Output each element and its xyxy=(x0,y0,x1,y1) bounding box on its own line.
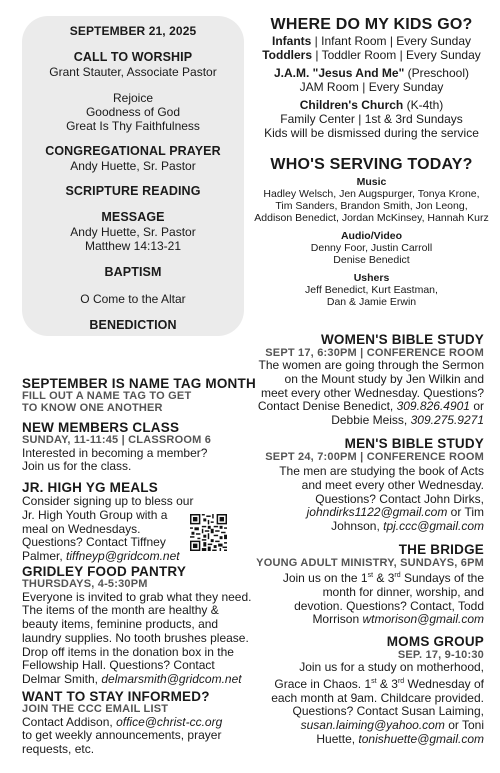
mens-line-2: and meet every other Wednesday. xyxy=(301,477,484,492)
pantry-line-5: Drop off items in the donation box in the xyxy=(22,644,234,659)
womens-line-1: The women are going through the Sermon xyxy=(258,358,484,372)
womens-contact-1: Contact Denise Benedict, xyxy=(257,399,397,414)
informed-heading: WANT TO STAY INFORMED? xyxy=(22,689,210,704)
womens-line-3: meet every other Wednesday. Questions? xyxy=(260,385,484,400)
closing-song: O Come to the Altar xyxy=(80,292,186,306)
moms-line-2c: Wednesday of xyxy=(404,676,484,691)
bridge-email[interactable]: wtmorison@gmail.com xyxy=(362,612,484,627)
nametag-sub-2: TO KNOW ONE ANOTHER xyxy=(22,401,163,414)
prayer-heading: CONGREGATIONAL PRAYER xyxy=(45,144,221,158)
the-bridge xyxy=(256,542,484,627)
yg-heading: JR. HIGH YG MEALS xyxy=(22,480,158,495)
newmembers-line-2: Join us for the class. xyxy=(22,459,132,474)
moms-line-2 xyxy=(256,675,484,692)
moms-line-6 xyxy=(256,733,484,747)
gridley-food-pantry xyxy=(22,564,258,687)
moms-or-toni: or Toni xyxy=(444,718,484,733)
bridge-line-1c: Sundays of the xyxy=(400,571,484,585)
ushers-label: Ushers xyxy=(353,272,390,284)
mens-heading: MEN'S BIBLE STUDY xyxy=(344,436,484,451)
name-tag-month xyxy=(22,376,262,414)
informed-line-2: to get weekly announcements, prayer xyxy=(22,728,222,743)
moms-email-1[interactable]: susan.laiming@yahoo.com xyxy=(300,718,445,733)
jam-age: (Preschool) xyxy=(404,66,469,81)
bridge-line-1b: & 3 xyxy=(373,571,395,585)
yg-contact: Palmer, xyxy=(22,549,67,564)
infants-detail: | Infant Room | Every Sunday xyxy=(311,34,471,48)
ushers-names-1: Jeff Benedict, Kurt Eastman, xyxy=(305,284,438,296)
informed-sub: JOIN THE CCC EMAIL LIST xyxy=(22,703,169,715)
mens-bible-study xyxy=(256,436,484,534)
moms-line-3: each month at 9am. Childcare provided. xyxy=(271,690,484,705)
church-age: (K-4th) xyxy=(403,98,444,113)
womens-phone-2: 309.275.9271 xyxy=(410,413,484,428)
kids-section xyxy=(250,16,493,140)
mens-line-5 xyxy=(256,520,484,534)
benediction-heading: BENEDICTION xyxy=(89,318,177,332)
bridge-line-4 xyxy=(256,613,484,627)
moms-line-1: Join us for a study on motherhood, xyxy=(299,660,484,674)
infants-line xyxy=(250,35,493,49)
music-label: Music xyxy=(356,176,387,188)
pantry-line-3: beauty items, feminine products, and xyxy=(22,617,219,632)
song-1: Rejoice xyxy=(112,91,154,105)
yg-line-4: Questions? Contact Tiffney xyxy=(22,535,166,550)
moms-email-2[interactable]: tonishuette@gmail.com xyxy=(358,731,484,746)
toddlers-line xyxy=(250,49,493,63)
womens-when: SEPT 17, 6:30PM | CONFERENCE ROOM xyxy=(265,347,484,359)
prayer-leader: Andy Huette, Sr. Pastor xyxy=(70,159,196,173)
womens-phone-1: 309.826.4901 xyxy=(396,399,470,414)
av-names-1: Denny Foor, Justin Carroll xyxy=(310,242,433,254)
moms-line-2a: Grace in Chaos. 1 xyxy=(274,676,372,691)
mens-when: SEPT 24, 7:00PM | CONFERENCE ROOM xyxy=(265,451,484,463)
yg-line-2: Jr. High Youth Group with a xyxy=(22,507,168,522)
moms-line-2b: & 3 xyxy=(376,676,398,691)
song-3: Great Is Thy Faithfulness xyxy=(66,119,200,133)
moms-sup-1: st xyxy=(371,677,377,685)
jam-label: J.A.M. "Jesus And Me" xyxy=(274,66,405,81)
pantry-line-1: Everyone is invited to grab what they need. xyxy=(22,589,252,604)
informed-line-3: requests, etc. xyxy=(22,742,95,757)
church-detail: Family Center | 1st & 3rd Sundays xyxy=(280,111,463,126)
womens-bible-study xyxy=(256,332,484,428)
av-label: Audio/Video xyxy=(340,230,403,242)
message-leader: Andy Huette, Sr. Pastor xyxy=(70,225,196,239)
yg-line-1: Consider signing up to bless our xyxy=(22,494,194,508)
moms-heading: MOMS GROUP xyxy=(386,634,484,649)
pantry-line-2: The items of the month are healthy & xyxy=(22,603,219,618)
jam-detail: JAM Room | Every Sunday xyxy=(299,79,444,94)
moms-sup-2: rd xyxy=(397,677,405,685)
mens-line-4 xyxy=(256,506,484,520)
moms-contact-2: Huette, xyxy=(316,731,359,746)
scripture-heading: SCRIPTURE READING xyxy=(65,184,201,198)
call-to-worship-leader: Grant Stauter, Associate Pastor xyxy=(49,65,217,79)
song-2: Goodness of God xyxy=(85,105,181,119)
service-date: SEPTEMBER 21, 2025 xyxy=(69,24,197,38)
moms-group xyxy=(256,634,484,747)
dismiss-note: Kids will be dismissed during the service xyxy=(264,125,479,140)
toddlers-detail: | Toddler Room | Every Sunday xyxy=(312,47,481,62)
bridge-line-3: devotion. Questions? Contact, Todd xyxy=(294,598,484,613)
bridge-line-2: month for dinner, worship, and xyxy=(322,584,484,599)
bridge-contact: Morrison xyxy=(312,612,363,627)
moms-line-4: Questions? Contact Susan Laiming, xyxy=(292,704,484,719)
bridge-when: YOUNG ADULT MINISTRY, SUNDAYS, 6PM xyxy=(256,557,484,569)
kids-heading: WHERE DO MY KIDS GO? xyxy=(270,16,473,33)
av-names-2: Denise Benedict xyxy=(333,254,410,266)
pantry-heading: GRIDLEY FOOD PANTRY xyxy=(22,564,187,579)
call-to-worship-heading: CALL TO WORSHIP xyxy=(73,50,193,64)
womens-or: or xyxy=(469,399,484,414)
infants-label: Infants xyxy=(272,34,312,48)
message-heading: MESSAGE xyxy=(101,210,165,224)
bridge-sup-2: rd xyxy=(394,572,401,579)
newmembers-when: SUNDAY, 11-11:45 | CLASSROOM 6 xyxy=(22,434,212,446)
qr-code[interactable] xyxy=(190,514,227,551)
mens-contact-2: Johnson, xyxy=(331,519,384,534)
womens-line-4 xyxy=(256,400,484,414)
music-names-2: Tim Sanders, Brandon Smith, Jon Leong, xyxy=(275,200,468,212)
pantry-line-7 xyxy=(22,673,258,687)
mens-email-1[interactable]: johndirks1122@gmail.com xyxy=(306,505,448,520)
church-label: Children's Church xyxy=(299,98,404,113)
nametag-heading: SEPTEMBER IS NAME TAG MONTH xyxy=(22,376,256,391)
mens-email-2[interactable]: tpj.ccc@gmail.com xyxy=(383,519,484,534)
yg-email[interactable]: tiffneyp@gridcom.net xyxy=(66,549,180,564)
music-names-1: Hadley Welsch, Jen Augspurger, Tonya Krone, xyxy=(263,188,480,200)
womens-line-5 xyxy=(256,414,484,428)
informed-line-1 xyxy=(22,716,254,730)
serving-heading: WHO'S SERVING TODAY? xyxy=(270,156,473,173)
moms-line-5 xyxy=(256,719,484,733)
pantry-line-4: laundry supplies. No tooth brushes please. xyxy=(22,630,249,645)
bridge-sup-1: st xyxy=(367,572,374,579)
church-line xyxy=(250,99,493,113)
mens-line-1: The men are studying the book of Acts xyxy=(279,464,484,478)
yg-line-5 xyxy=(22,550,254,564)
pantry-when: THURSDAYS, 4-5:30PM xyxy=(22,578,148,590)
informed-email[interactable]: office@christ-cc.org xyxy=(116,714,223,729)
newmembers-line-1: Interested in becoming a member? xyxy=(22,445,208,460)
jam-line xyxy=(250,67,493,81)
ushers-names-2: Dan & Jamie Erwin xyxy=(326,296,417,308)
nametag-sub-1: FILL OUT A NAME TAG TO GET xyxy=(22,390,192,402)
serving-section xyxy=(250,156,493,308)
pantry-line-6: Fellowship Hall. Questions? Contact xyxy=(22,658,215,673)
pantry-email[interactable]: delmarsmith@gridcom.net xyxy=(101,672,242,687)
mens-or-tim: or Tim xyxy=(447,505,484,520)
bridge-line-1 xyxy=(256,569,484,586)
moms-when: SEP. 17, 9-10:30 xyxy=(397,649,484,661)
baptism-heading: BAPTISM xyxy=(104,265,162,279)
stay-informed xyxy=(22,689,254,757)
womens-contact-2: Debbie Meiss, xyxy=(331,413,411,428)
yg-line-3: meal on Wednesdays. xyxy=(22,521,141,536)
newmembers-heading: NEW MEMBERS CLASS xyxy=(22,420,180,435)
pantry-contact: Delmar Smith, xyxy=(22,672,102,687)
womens-line-2: on the Mount study by Jen Wilkin and xyxy=(284,371,484,386)
womens-heading: WOMEN'S BIBLE STUDY xyxy=(320,332,484,347)
order-of-service-card xyxy=(22,16,244,336)
informed-contact: Contact Addison, xyxy=(22,714,117,729)
new-members-class xyxy=(22,420,254,474)
mens-line-3: Questions? Contact John Dirks, xyxy=(315,491,484,506)
message-passage: Matthew 14:13-21 xyxy=(84,239,182,253)
bridge-heading: THE BRIDGE xyxy=(398,542,484,557)
bridge-line-1a: Join us on the 1 xyxy=(282,571,368,585)
toddlers-label: Toddlers xyxy=(262,47,312,62)
music-names-3: Addison Benedict, Jordan McKinsey, Hannah Kurz xyxy=(254,212,489,224)
